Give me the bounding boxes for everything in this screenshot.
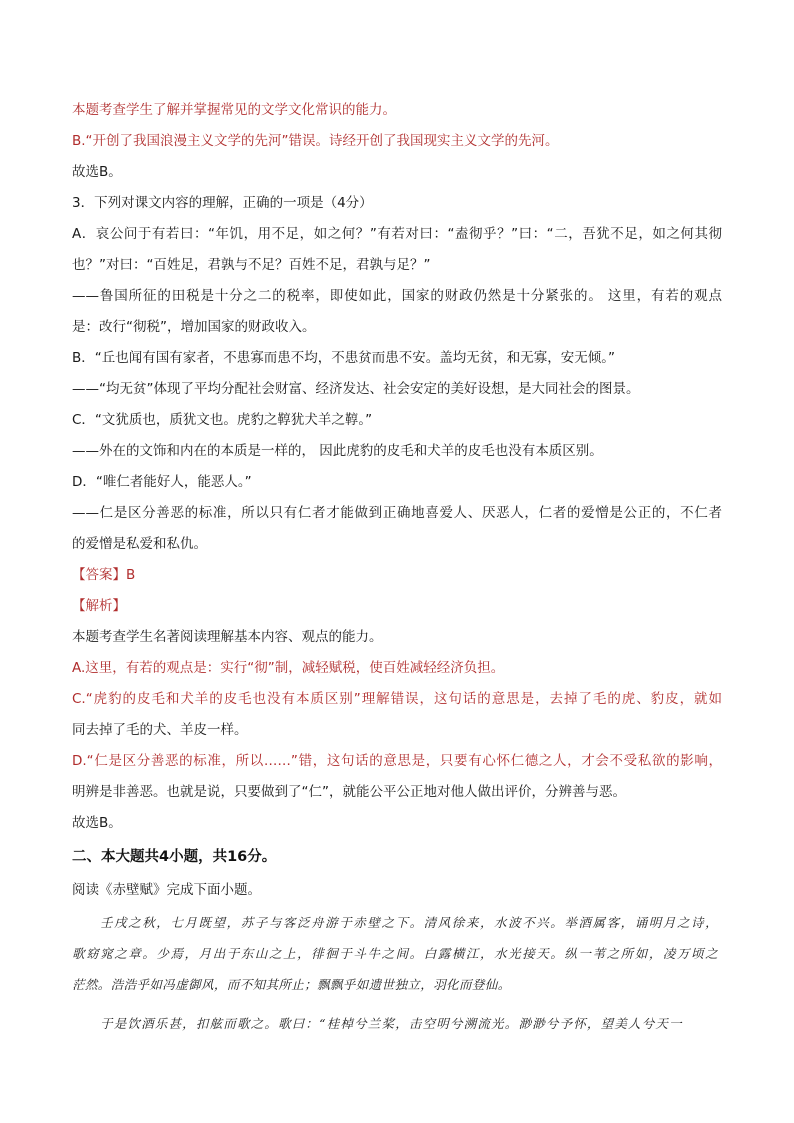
option-d-comment-line-1: ——仁是区分善恶的标准，所以只有仁者才能做到正确地喜爱人、厌恶人，仁者的爱憎是公正的，不仁者 — [72, 505, 722, 521]
passage-paragraph-1-line-3: 茫然。浩浩乎如冯虚御风，而不知其所止；飘飘乎如遗世独立，羽化而登仙。 — [72, 977, 511, 992]
option-b-text: B．“丘也闻有国有家者，不患寡而患不均，不患贫而患不安。盖均无贫，和无寡，安无倾。” — [72, 350, 615, 366]
analysis-c-line-1: C.“虎豹的皮毛和犬羊的皮毛也没有本质区别”理解错误，这句话的意思是，去掉了毛的虎、豹皮，就如 — [72, 691, 722, 707]
section-2-heading: 二、本大题共4小题，共16分。 — [72, 849, 277, 865]
analysis-a: A.这里，有若的观点是：实行“彻”制，减轻赋税，使百姓减轻经济负担。 — [72, 660, 505, 676]
option-b-explanation: B.“开创了我国浪漫主义文学的先河”错误。诗经开创了我国现实主义文学的先河。 — [72, 133, 559, 149]
option-b-comment: ——“均无贫”体现了平均分配社会财富、经济发达、社会安定的美好设想，是大同社会的图景。 — [72, 381, 640, 397]
option-d-comment-line-2: 的爱憎是私爱和私仇。 — [72, 536, 207, 552]
analysis-d-line-2: 明辨是非善恶。也就是说，只要做到了“仁”，就能公平公正地对他人做出评价，分辨善与恶。 — [72, 784, 626, 800]
analysis-c-line-2: 同去掉了毛的犬、羊皮一样。 — [72, 722, 248, 738]
option-a-comment-line-2: 是：改行“彻税”，增加国家的财政收入。 — [72, 319, 316, 335]
answer-label: 【答案】B — [72, 567, 136, 583]
analysis-d-line-1: D.“仁是区分善恶的标准，所以……”错，这句话的意思是，只要有心怀仁德之人，才会不受私欲的影响， — [72, 753, 722, 769]
analysis-summary: 本题考查学生名著阅读理解基本内容、观点的能力。 — [72, 629, 383, 645]
final-answer: 故选B。 — [72, 815, 122, 831]
option-c-text: C．“文犹质也，质犹文也。虎豹之鞟犹犬羊之鞟。” — [72, 412, 373, 428]
passage-paragraph-1-line-2: 歌窈窕之章。少焉，月出于东山之上，徘徊于斗牛之间。白露横江，水光接天。纵一苇之所如，凌万顷之 — [72, 946, 718, 961]
reading-instruction: 阅读《赤壁赋》完成下面小题。 — [72, 882, 261, 898]
option-a-line-1: A．哀公问于有若曰：“年饥，用不足，如之何？”有若对曰：“盍彻乎？”曰：“二，吾犹不足，如之何其彻 — [72, 226, 722, 242]
option-c-comment: ——外在的文饰和内在的本质是一样的， 因此虎豹的皮毛和犬羊的皮毛也没有本质区别。 — [72, 443, 603, 459]
passage-paragraph-2-line-1: 于是饮酒乐甚，扣舷而歌之。歌曰：“桂棹兮兰桨，击空明兮溯流光。渺渺兮予怀，望美人兮天一 — [100, 1016, 682, 1031]
option-d-text: D．“唯仁者能好人，能恶人。” — [72, 474, 252, 490]
answer-choice-text: 故选B。 — [72, 164, 122, 180]
analysis-intro-text: 本题考查学生了解并掌握常见的文学文化常识的能力。 — [72, 102, 396, 118]
passage-paragraph-1-line-1: 壬戌之秋，七月既望，苏子与客泛舟游于赤壁之下。清风徐来，水波不兴。举酒属客，诵明月之诗， — [100, 915, 718, 930]
option-a-line-2: 也？”对曰：“百姓足，君孰与不足？百姓不足，君孰与足？” — [72, 257, 431, 273]
option-a-comment-line-1: ——鲁国所征的田税是十分之二的税率，即使如此，国家的财政仍然是十分紧张的。 这里，有若的观点 — [72, 288, 722, 304]
analysis-label: 【解析】 — [72, 598, 126, 614]
question-3-title: 3．下列对课文内容的理解，正确的一项是（4分） — [72, 195, 373, 211]
